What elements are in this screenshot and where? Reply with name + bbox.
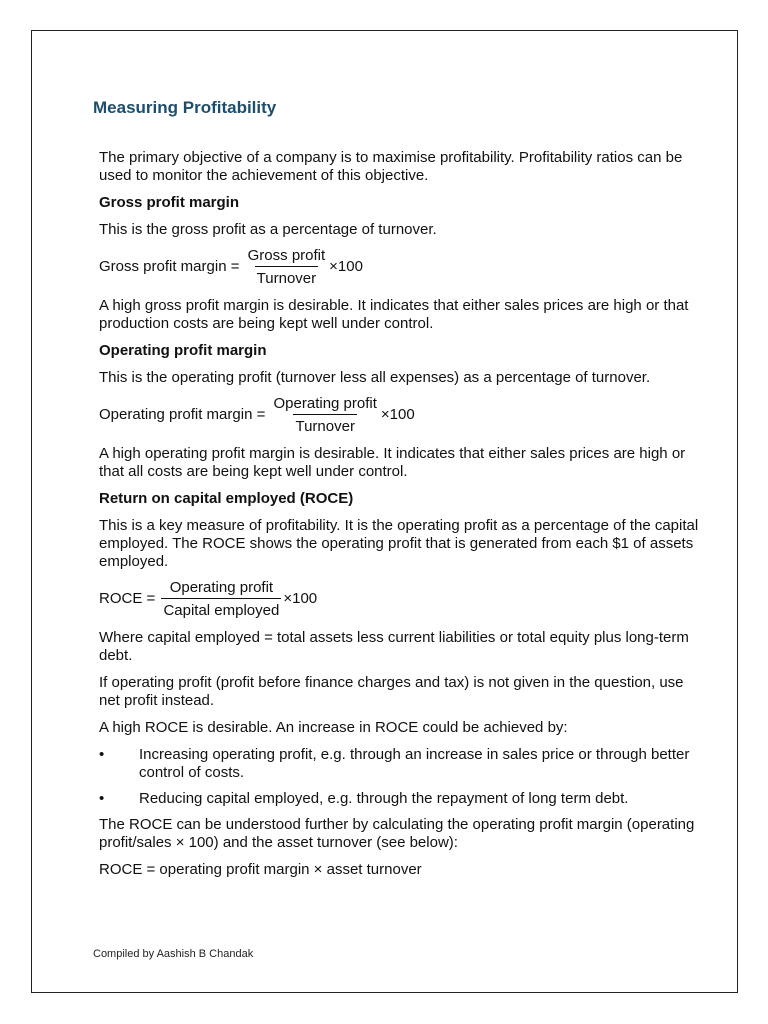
operating-profit-description: This is the operating profit (turnover less all expenses) as a percentage of turnover. (99, 369, 651, 386)
formula-lhs: ROCE = (99, 590, 160, 607)
list-item (99, 790, 699, 808)
roce-final-formula: ROCE = operating profit margin × asset turnover (99, 861, 422, 878)
fraction-denominator: Turnover (293, 414, 356, 435)
capital-employed-note: Where capital employed = total assets less current liabilities or total equity plus long-term debt. (99, 629, 689, 664)
operating-profit-heading: Operating profit margin (99, 342, 267, 359)
roce-increase-note: A high ROCE is desirable. An increase in ROCE could be achieved by: (99, 719, 568, 736)
formula-multiplier: ×100 (380, 406, 415, 423)
gross-profit-heading: Gross profit margin (99, 194, 240, 211)
bullet-icon: • (99, 790, 105, 807)
fraction-numerator: Gross profit (247, 247, 326, 264)
fraction-denominator: Capital employed (161, 598, 281, 619)
formula-multiplier: ×100 (283, 590, 318, 607)
list-item-text: Reducing capital employed, e.g. through the repayment of long term debt. (139, 790, 629, 807)
operating-profit-formula (99, 395, 699, 435)
roce-further-note: The ROCE can be understood further by calculating the operating profit margin (operating profit/sales × 100) and the asset turnover (see below): (99, 816, 695, 851)
gross-profit-formula (99, 247, 699, 287)
formula-multiplier: ×100 (329, 258, 363, 275)
roce-description: This is a key measure of profitability. It is the operating profit as a percentage of the capital employed. The ROCE shows the operating profit that is generated from each $1 of assets employed. (99, 517, 699, 570)
list-item-text: Increasing operating profit, e.g. through an increase in sales price or through better control of costs. (139, 746, 690, 781)
fraction-denominator: Turnover (255, 266, 318, 287)
fraction-numerator: Operating profit (169, 579, 274, 596)
footer-credit: Compiled by Aashish B Chandak (93, 948, 254, 960)
roce-bullet-list (99, 746, 699, 808)
formula-fraction (246, 247, 328, 287)
list-item (99, 746, 699, 782)
bullet-icon: • (99, 746, 105, 763)
intro-paragraph: The primary objective of a company is to maximise profitability. Profitability ratios can be used to monitor the achievement of this objective. (99, 149, 683, 184)
fraction-numerator: Operating profit (273, 395, 377, 412)
formula-lhs: Operating profit margin = (99, 406, 270, 423)
roce-heading: Return on capital employed (ROCE) (99, 490, 354, 507)
operating-profit-note: A high operating profit margin is desirable. It indicates that either sales prices are high or that all costs are being kept well under control. (99, 445, 686, 480)
gross-profit-note: A high gross profit margin is desirable. It indicates that either sales prices are high or that production costs are being kept well under control. (99, 297, 689, 332)
roce-formula (99, 579, 699, 619)
net-profit-note: If operating profit (profit before finance charges and tax) is not given in the question, use net profit instead. (99, 674, 684, 709)
formula-lhs: Gross profit margin = (99, 258, 244, 275)
page-title: Measuring Profitability (93, 98, 277, 117)
document-body (99, 149, 699, 879)
formula-fraction (272, 395, 379, 435)
gross-profit-description: This is the gross profit as a percentage of turnover. (99, 221, 437, 238)
formula-fraction (161, 579, 281, 619)
